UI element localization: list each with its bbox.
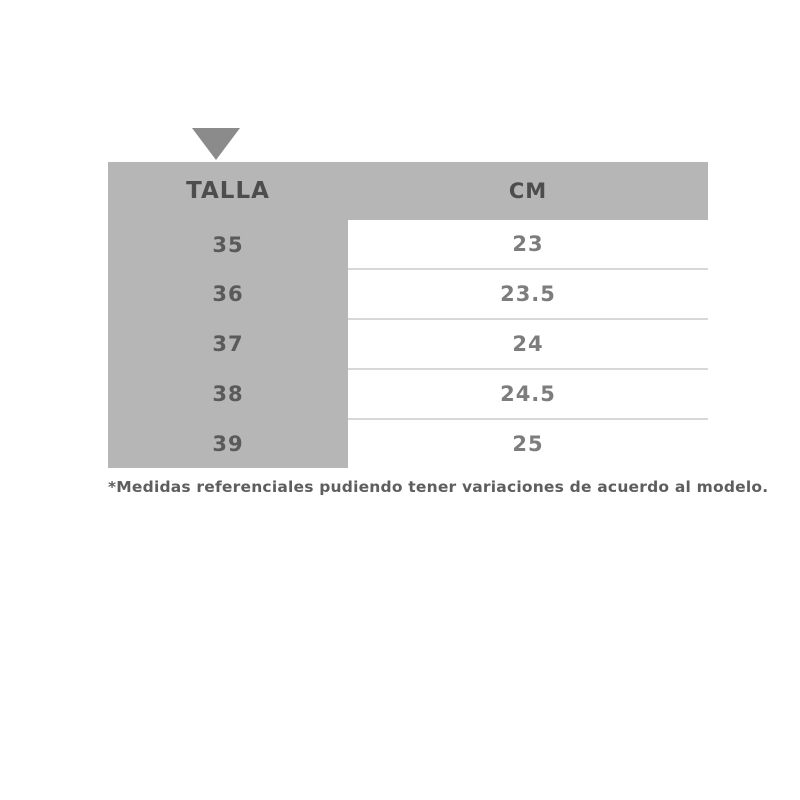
- cell-talla: 38: [108, 369, 348, 419]
- footnote: *Medidas referenciales pudiendo tener variaciones de acuerdo al modelo.: [108, 478, 769, 496]
- cell-talla: 35: [108, 220, 348, 269]
- table-row: [108, 269, 708, 319]
- cell-cm: 23.5: [348, 269, 708, 319]
- table-header: [108, 162, 708, 220]
- table-row: [108, 419, 708, 468]
- cell-cm: 24: [348, 319, 708, 369]
- table-header-row: [108, 162, 708, 220]
- column-header-talla: TALLA: [108, 162, 348, 220]
- size-table-container: [108, 162, 708, 468]
- table-row: [108, 369, 708, 419]
- cell-talla: 36: [108, 269, 348, 319]
- cell-talla: 37: [108, 319, 348, 369]
- cell-cm: 25: [348, 419, 708, 468]
- cell-talla: 39: [108, 419, 348, 468]
- size-table: [108, 162, 708, 468]
- table-row: [108, 319, 708, 369]
- cell-cm: 24.5: [348, 369, 708, 419]
- column-header-cm: CM: [348, 162, 708, 220]
- triangle-down-icon: [192, 128, 240, 160]
- table-row: [108, 220, 708, 269]
- table-body: [108, 220, 708, 468]
- cell-cm: 23: [348, 220, 708, 269]
